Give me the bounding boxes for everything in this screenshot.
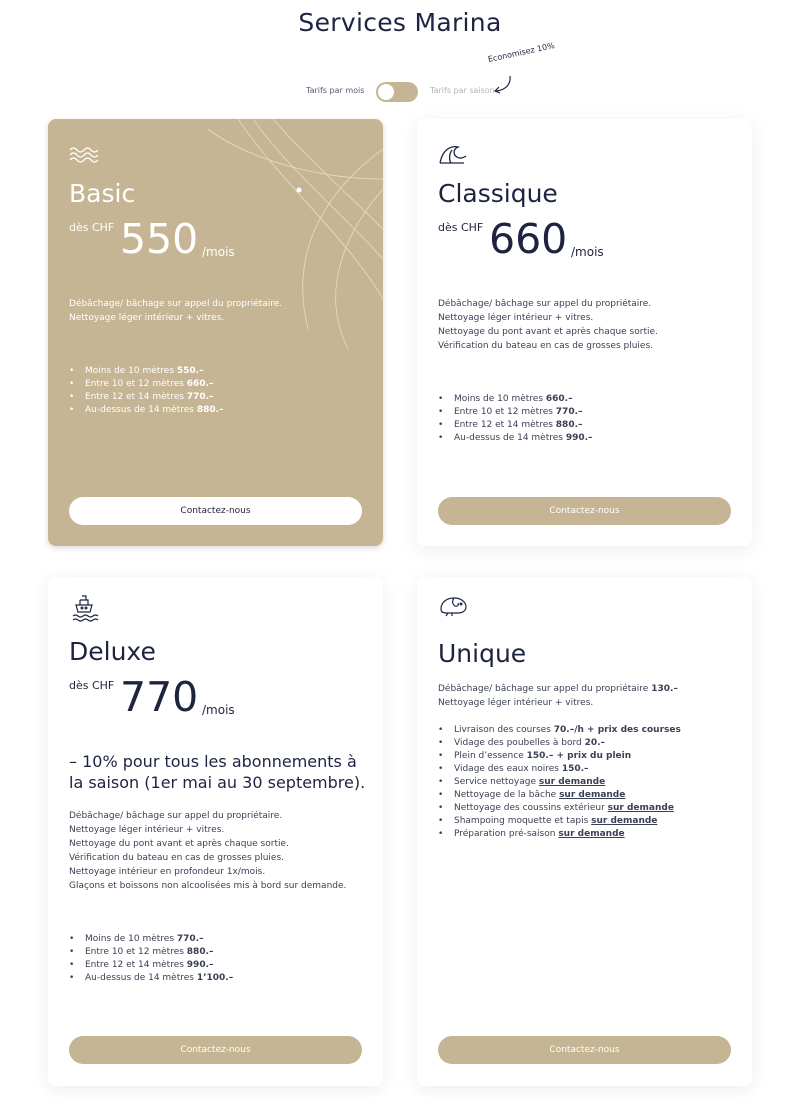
description-line: Nettoyage du pont avant et après chaque sortie. xyxy=(69,839,289,849)
list-item: • Vidage des eaux noires 150.– xyxy=(438,763,681,776)
contact-button[interactable]: Contactez-nous xyxy=(69,497,362,525)
description-line: Débâchage/ bâchage sur appel du propriétaire 130.– xyxy=(438,684,678,694)
plan-card-unique xyxy=(417,577,752,1086)
season-discount-text: – 10% pour tous les abonnements à la saison (1er mai au 30 septembre). xyxy=(69,752,366,792)
monthly-label[interactable]: Tarifs par mois xyxy=(306,86,365,95)
price-amount: 660 xyxy=(489,215,568,263)
list-item: • Au-dessus de 14 mètres 990.– xyxy=(438,432,593,445)
description-line: Vérification du bateau en cas de grosses pluies. xyxy=(438,341,653,351)
list-item: • Service nettoyage sur demande xyxy=(438,776,681,789)
on-request-link[interactable]: sur demande xyxy=(538,777,606,787)
list-item: • Préparation pré-saison sur demande xyxy=(438,828,681,841)
list-item: • Plein d’essence 150.– + prix du plein xyxy=(438,750,681,763)
description-line: Nettoyage léger intérieur + vitres. xyxy=(69,825,225,835)
price-unit: /mois xyxy=(202,703,235,717)
price-prefix: dès CHF xyxy=(438,221,484,234)
list-item: • Moins de 10 mètres 660.– xyxy=(438,393,593,406)
description-line: Nettoyage léger intérieur + vitres. xyxy=(438,698,594,708)
description-line: Débâchage/ bâchage sur appel du propriétaire. xyxy=(69,811,283,821)
list-item: • Moins de 10 mètres 770.– xyxy=(69,933,233,946)
plan-description xyxy=(438,682,678,710)
ship-icon xyxy=(69,593,99,623)
description-line: Nettoyage léger intérieur + vitres. xyxy=(69,313,225,323)
rates-list xyxy=(438,393,593,445)
price-value: 130.– xyxy=(651,684,678,694)
seasonal-label[interactable]: Tarifs par saison xyxy=(430,86,495,95)
plan-name: Unique xyxy=(438,639,527,668)
page-title: Services Marina xyxy=(298,8,502,37)
list-item: • Entre 10 et 12 mètres 880.– xyxy=(69,946,233,959)
list-item: • Entre 10 et 12 mètres 660.– xyxy=(69,378,224,391)
description-line: Débâchage/ bâchage sur appel du propriétaire. xyxy=(438,299,652,309)
list-item: • Livraison des courses 70.–/h + prix des courses xyxy=(438,724,681,737)
plan-name: Basic xyxy=(69,179,136,208)
on-request-link[interactable]: sur demande xyxy=(559,790,626,800)
billing-toggle-row xyxy=(0,82,800,102)
rates-list xyxy=(69,365,224,417)
list-item: • Au-dessus de 14 mètres 1’100.– xyxy=(69,972,233,985)
list-item: • Entre 12 et 14 mètres 990.– xyxy=(69,959,233,972)
list-item: • Shampoing moquette et tapis sur demande xyxy=(438,815,681,828)
plan-name: Deluxe xyxy=(69,637,156,666)
on-request-link[interactable]: sur demande xyxy=(591,816,658,826)
contact-button[interactable]: Contactez-nous xyxy=(438,1036,731,1064)
plan-card-basic xyxy=(48,119,383,546)
on-request-link[interactable]: sur demande xyxy=(558,829,625,839)
price-amount: 550 xyxy=(120,215,199,263)
promo-label: Economisez 10% xyxy=(487,41,556,64)
price-unit: /mois xyxy=(202,245,235,259)
price-prefix: dès CHF xyxy=(69,679,115,692)
description-line: Vérification du bateau en cas de grosses pluies. xyxy=(69,853,284,863)
on-request-link[interactable]: sur demande xyxy=(607,803,674,813)
description-line: Débâchage/ bâchage sur appel du propriétaire. xyxy=(69,299,283,309)
description-line: Nettoyage léger intérieur + vitres. xyxy=(438,313,594,323)
description-line: Nettoyage intérieur en profondeur 1x/mois. xyxy=(69,867,266,877)
services-list xyxy=(438,724,681,841)
wave-icon xyxy=(438,141,468,167)
list-item: • Moins de 10 mètres 550.– xyxy=(69,365,224,378)
plan-card-deluxe xyxy=(48,577,383,1086)
list-item: • Nettoyage des coussins extérieur sur demande xyxy=(438,802,681,815)
price-amount: 770 xyxy=(120,673,199,721)
price-prefix: dès CHF xyxy=(69,221,115,234)
list-item: • Entre 12 et 14 mètres 880.– xyxy=(438,419,593,432)
list-item: • Nettoyage de la bâche sur demande xyxy=(438,789,681,802)
list-item: • Entre 12 et 14 mètres 770.– xyxy=(69,391,224,404)
billing-period-switch[interactable] xyxy=(376,82,418,102)
plan-description xyxy=(69,809,346,893)
plan-name: Classique xyxy=(438,179,558,208)
description-line: Nettoyage du pont avant et après chaque sortie. xyxy=(438,327,658,337)
waves-icon xyxy=(69,141,99,167)
list-item: • Vidage des poubelles à bord 20.– xyxy=(438,737,681,750)
list-item: • Entre 10 et 12 mètres 770.– xyxy=(438,406,593,419)
rates-list xyxy=(69,933,233,985)
plan-description xyxy=(438,297,658,353)
description-line: Glaçons et boissons non alcoolisées mis à bord sur demande. xyxy=(69,881,347,891)
price-unit: /mois xyxy=(571,245,604,259)
contact-button[interactable]: Contactez-nous xyxy=(69,1036,362,1064)
list-item: • Au-dessus de 14 mètres 880.– xyxy=(69,404,224,417)
plan-description xyxy=(69,297,282,325)
whale-icon xyxy=(438,595,468,617)
switch-knob xyxy=(378,84,394,100)
plan-card-classique xyxy=(417,119,752,546)
contact-button[interactable]: Contactez-nous xyxy=(438,497,731,525)
